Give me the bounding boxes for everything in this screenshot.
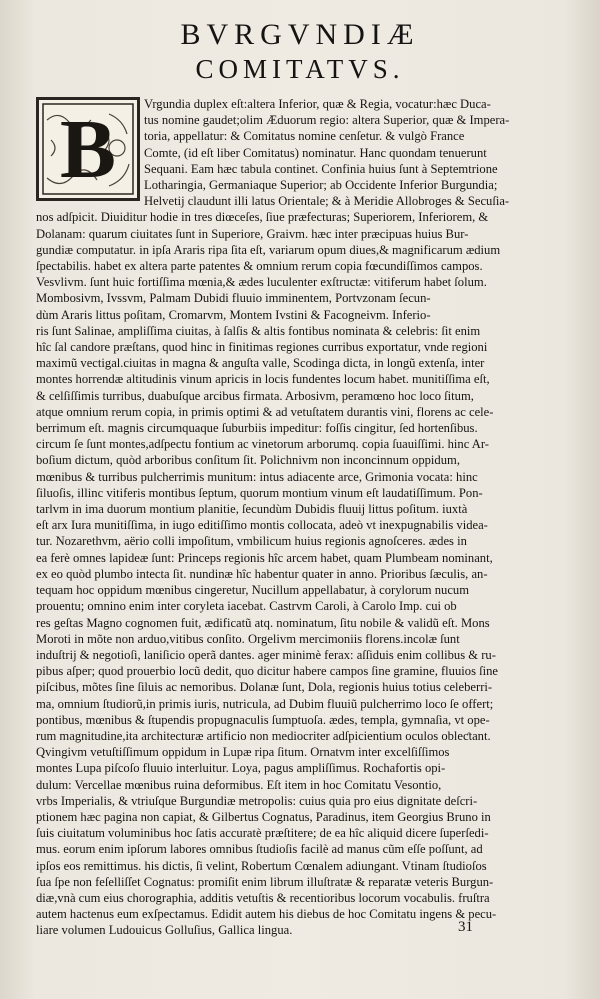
text-line: Sequani. Eam hæc tabula continet. Confinia huius ſunt à Septemtrione [144, 161, 498, 176]
text-line: Qvingivm vetuſtiſſimum oppidum in Lupæ ripa ſitum. Ornatvm inter excelſiſſimos [36, 745, 450, 760]
text-line: ſiluoſis, illinc vitiferis montibus ſeptum, quorum montium vinum eſt laudatiſſimum. Pon- [36, 485, 483, 500]
text-line: Lotharingia, Germaniaque Superior; ab Occidente Inferior Burgundia; [144, 178, 498, 193]
text-line: montes Lupa piſcoſo fluuio interluitur. Loya, pagus ampliſſimus. Rochafortis opi- [36, 761, 446, 776]
text-line: mus. eorum enim ipſorum labores omnibus ſtudioſis facilè ad manus cũm eſſe poſſunt, ad [36, 842, 483, 857]
text-line: piſcibus, mõtes ſine ſiluis ac nemoribus. Dolanæ ſunt, Dola, regionis huius totius celeberri- [36, 680, 493, 695]
text-line: atque omnium rerum copia, in primis optimi & ad vetuſtatem durantis vini, florens ac cele- [36, 404, 494, 419]
text-line: prouentu; omnino enim inter coryleta iacebat. Castrvm Caroli, à Carolo Imp. cui ob [36, 599, 457, 614]
page-title: BVRGVNDIÆ [180, 18, 420, 51]
text-line: tur. Nozarethvm, aërio colli impoſitum, vmbilicum huius regionis agnoſceres. ædes in [36, 534, 467, 549]
text-line: Helvetij claudunt illi latus Orientale; & à Meridie Allobroges & Secuſia- [144, 194, 510, 209]
text-line: rum magnitudine,ita architecturæ artificio non mediocriter adſpicientium oculos obleƈtant. [36, 728, 491, 743]
text-line: maximũ vectigal.ciuitas in magna & anguſta valle, Scodinga dicta, in longũ extenſa, inter [36, 356, 485, 371]
text-line: nos adſpicit. Diuiditur hodie in tres diœceſes, ſiue præfecturas; Superiorem, Inferiorem, & [36, 210, 489, 225]
text-line: res geſtas Magno cognomen fuit, ædificatũ atq. nominatum, ſitu nobile & validũ eſt. Mons [36, 615, 490, 630]
text-line: ex eo quòd plumbo intecta ſit. nundinæ hîc habentur quater in anno. Prioribus ſæculis, an- [36, 566, 488, 581]
text-line: Comte, (id eſt liber Comitatus) nominatur. Hanc quondam tenuerunt [144, 145, 487, 160]
text-line: ipſos eos remittimus. his dictis, ſi velint, Robertum Cœnalem adiungant. Vtinam ſtudioſos [36, 858, 487, 873]
text-line: autem hactenus eum exſpectamus. Edidit autem his diebus de hoc Comitatu ingens & pecu- [36, 907, 497, 922]
text-line: tequam hoc oppidum mœnibus cingeretur, Nucillum appellabatur, à corylorum nucum [36, 583, 470, 598]
text-line: hîc ſal candore præſtans, quod hinc in finitimas regiones curribus exportatur, vnde regioni [36, 340, 488, 355]
text-line: ſua ſpe non feſelliſſet Cognatus: promiſit enim librum illuſtratæ & reparatæ veteris Burgun- [36, 874, 494, 889]
text-line: Mombosivm, Ivssvm, Palmam Dubidi fluuio imminentem, Portvzonam ſecun- [36, 291, 431, 306]
text-line: ma, omnium ſtudiorũ,in primis iuris, nutricula, ad Dubim fluuiũ pulcherrimo loco ſe offert; [36, 696, 494, 711]
text-line: berrimum eſt. magnis circumquaque ſuburbiis impeditur: foſſis cingitur, ſed hortenſibus. [36, 421, 478, 436]
text-line: ſuis ciuitatum voluminibus hoc ſatis accuratè præſtitere; de ea hîc aliquid dicere ſuperſedi- [36, 826, 489, 841]
text-line: ſpectabilis. habet ex altera parte patentes & omnium rerum copia fœcundiſſimos campos. [36, 259, 483, 274]
text-line: & celſiſſimis turribus, duabuſque arcibus firmata. Arbosivm, peramœno hoc loco ſitum, [36, 388, 474, 403]
text-line: tus nomine gaudet;olim Æduorum regio: altera Superior, quæ & Impera- [144, 113, 510, 128]
text-line: Dolanam: quarum ciuitates ſunt in Superiore, Graivm. hæc inter præcipuas huius Bur- [36, 226, 469, 241]
text-line: montes horrendæ altitudinis vinum apricis in locis fundentes locum habet. munitiſſima eſt, [36, 372, 490, 387]
page-number: 31 [458, 919, 473, 935]
page-subtitle: COMITATVS. [195, 54, 405, 84]
text-line: eſt arx Iura munitiſſima, in iugo editiſſimo montis collocata, adeò vt inexpugnabilis videa- [36, 518, 488, 533]
text-line: Vesvlivm. ſunt huic fortiſſima mœnia,& ædes luculenter exſtructæ: vitiferum habet ſolum. [36, 275, 487, 290]
text-line: ea ferè omnes lapideæ ſunt: Princeps regionis hîc arcem habet, quam Plumbeam nominant, [36, 550, 493, 565]
text-line: pontibus, mœnibus & ſtupendis propugnaculis ſumptuoſa. ædes, templa, gymnaſia, vt ope- [36, 712, 490, 727]
text-line: gundiæ computatur. in ipſa Araris ripa ſita eſt, variarum opum diues,& magnificarum ædium [36, 242, 501, 257]
text-line: Moroti in mõte non arduo,vitibus conſito. Orgelivm mercimoniis florens.incolæ ſunt [36, 631, 460, 646]
text-line: circum ſe ſunt montes,adſpectu fontium ac vinetorum arborumq. copia ſuauiſſimi. hinc Ar- [36, 437, 490, 452]
text-line: liare volumen Ludouicus Golluſius, Gallica lingua. [36, 923, 293, 938]
text-line: dùm Araris littus poſitam, Cromarvm, Montem Ivstini & Facogneivm. Inferio- [36, 307, 431, 322]
text-line: Vrgundia duplex eſt:altera Inferior, quæ & Regia, vocatur:hæc Duca- [144, 97, 491, 111]
text-line: vrbs Imperialis, & vtriuſque Burgundiæ metropolis: cuius quia pro eius dignitate deſcri- [36, 793, 478, 808]
initial-letter: B [59, 103, 117, 196]
text-line: dulum: Vercellae mœnibus ruina deformibus. Eſt item in hoc Comitatu Vesontio, [36, 777, 442, 792]
text-line: tarlvm in ima duorum montium planitie, ſecundùm Dubidis fluuij littus poſitum. iuxtà [36, 502, 468, 517]
text-line: mœnibus & turribus pulcherrimis munitum: intus adiacente arce, Grimonia vocata: hinc [36, 469, 478, 484]
text-line: ptionem hæc pagina non capiat, & Gilbertus Cognatus, Paradinus, item Georgius Bruno in [36, 809, 491, 824]
body-text [36, 96, 556, 939]
text-line: boſium dictum, quòd arboribus conſitum ſit. Polichnivm non inconcinnum oppidum, [36, 453, 460, 468]
text-line: ris ſunt Salinae, ampliſſima ciuitas, à ſalſis & altis fontibus nominata & celebris: ſit enim [36, 323, 481, 338]
text-line: pibus aſper; quod prouerbio locũ dedit, quo dicitur habere campos ſine gramine, fluuios ſine [36, 664, 499, 679]
text-line: induſtrij & negotioſi, laniſicio operã dantes. ager minimè ferax: aſſiduis enim collibus & ru- [36, 647, 496, 662]
text-line: toria, appellatur: & Comitatus nomine cenſetur. & vulgò France [144, 129, 465, 144]
text-line: diæ,vnà cum eius chorographia, additis vetuſtis & recentioribus locorum vocabulis. fruſtra [36, 890, 490, 905]
